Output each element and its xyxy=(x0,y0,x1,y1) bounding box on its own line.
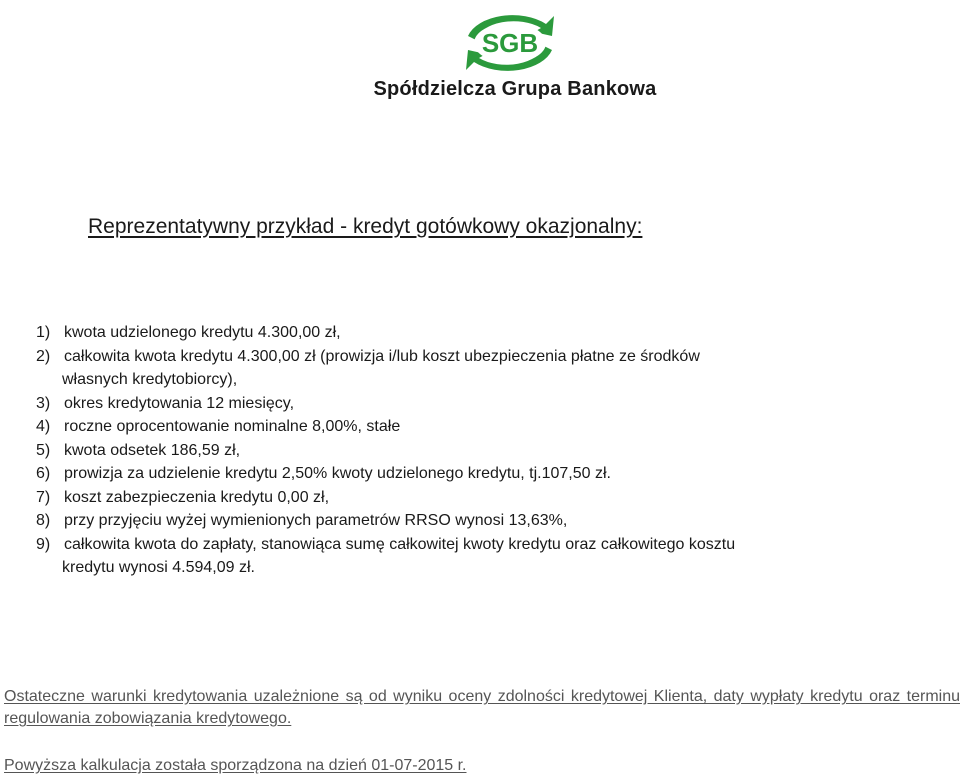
item-text: okres kredytowania 12 miesięcy, xyxy=(64,394,295,412)
sgb-badge-text: SGB xyxy=(481,28,539,58)
list-item xyxy=(36,439,936,463)
list-item xyxy=(36,533,936,557)
item-number: 5) xyxy=(36,441,51,459)
list-item-continuation xyxy=(36,368,936,392)
list-item xyxy=(36,345,936,369)
item-text: koszt zabezpieczenia kredytu 0,00 zł, xyxy=(64,488,330,506)
item-number: 2) xyxy=(36,347,51,365)
item-text: prowizja za udzielenie kredytu 2,50% kwoty udzielonego kredytu, tj.107,50 zł. xyxy=(64,465,611,482)
item-number: 6) xyxy=(36,465,51,482)
page-title: Reprezentatywny przykład - kredyt gotówkowy okazjonalny: xyxy=(88,215,643,238)
calculation-date-note: Powyższa kalkulacja została sporządzona na dzień 01-07-2015 r. xyxy=(4,757,467,774)
terms-list xyxy=(36,321,936,580)
list-item xyxy=(36,486,936,510)
bank-name: Spółdzielcza Grupa Bankowa xyxy=(373,78,657,100)
list-item xyxy=(36,462,936,486)
item-text: kwota odsetek 186,59 zł, xyxy=(64,441,241,459)
item-text: całkowita kwota do zapłaty, stanowiąca sumę całkowitej kwoty kredytu oraz całkowitego kosztu xyxy=(64,535,736,553)
sgb-logo xyxy=(350,6,680,102)
item-number: 9) xyxy=(36,535,51,553)
item-text: kwota udzielonego kredytu 4.300,00 zł, xyxy=(64,324,341,341)
item-number: 4) xyxy=(36,418,51,435)
item-text: całkowita kwota kredytu 4.300,00 zł (prowizja i/lub koszt ubezpieczenia płatne ze środków xyxy=(64,347,700,365)
list-item-continuation xyxy=(36,556,936,580)
list-item xyxy=(36,509,936,533)
sgb-badge-icon xyxy=(460,6,560,76)
item-text: przy przyjęciu wyżej wymienionych parametrów RRSO wynosi 13,63%, xyxy=(64,512,568,529)
list-item xyxy=(36,392,936,416)
item-text: roczne oprocentowanie nominalne 8,00%, stałe xyxy=(64,418,401,435)
item-text: kredytu wynosi 4.594,09 zł. xyxy=(62,559,255,576)
item-number: 8) xyxy=(36,512,51,529)
list-item xyxy=(36,415,936,439)
terms-disclaimer: Ostateczne warunki kredytowania uzależnione są od wyniku oceny zdolności kredytowej Klienta, daty wypłaty kredytu oraz terminu regulowania zobowiązania kredytowego. xyxy=(4,688,960,727)
item-number: 3) xyxy=(36,394,51,412)
list-item xyxy=(36,321,936,345)
item-number: 7) xyxy=(36,488,51,506)
item-number: 1) xyxy=(36,324,51,341)
item-text: własnych kredytobiorcy), xyxy=(62,371,238,388)
